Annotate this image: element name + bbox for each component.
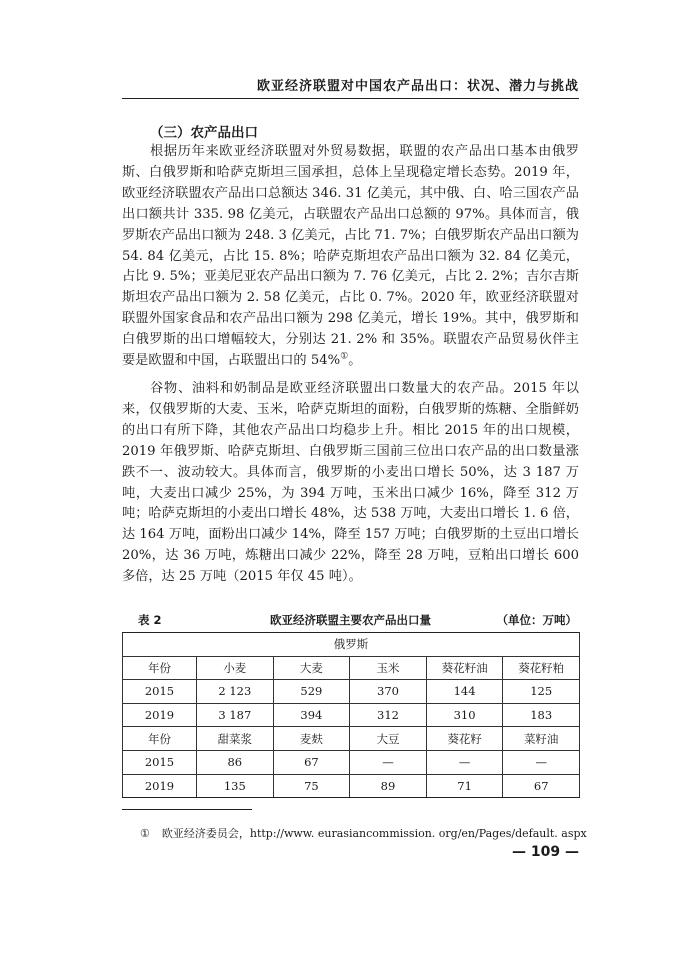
table-cell: 2019 [123,703,197,727]
table-cell: 144 [426,680,503,704]
section-heading: （三）农产品出口 [150,125,258,141]
table-cell: 2 123 [197,680,274,704]
table-header-cell: 大豆 [350,727,427,751]
table-cell: 2015 [123,750,197,774]
paragraph-2: 谷物、油料和奶制品是欧亚经济联盟出口数量大的农产品。2015 年以来，仅俄罗斯的大麦、玉米，哈萨克斯坦的面粉，白俄罗斯的炼糖、全脂鲜奶的出口有所下降，其他农产品出口均稳步上升。相比 2015 年的出口规模，2019 年俄罗斯、哈萨克斯坦、白俄罗斯三国前三位出口农产品的出口数量涨跌不一、波动较大。具体而言，俄罗斯的小麦出口增长 50%，达 3 187 万吨，大麦出口减少 25%，为 394 万吨，玉米出口减少 16%，降至 312 万吨；哈萨克斯坦的小麦出口增长 48%，达 538 万吨，大麦出口增长 1. 6 倍，达 164 万吨，面粉出口减少 14%，降至 157 万吨；白俄罗斯的土豆出口增长 20%，达 36 万吨，炼糖出口减少 22%，降至 28 万吨，豆粕出口增长 600 多倍，达 25 万吨（2015 年仅 45 吨）。 [122,381,579,585]
table-cell: 67 [503,774,580,798]
running-head: 欧亚经济联盟对中国农产品出口：状况、潜力与挑战 [122,76,579,99]
table-cell: — [426,750,503,774]
table-header-cell: 葵花籽 [426,727,503,751]
table-cell: 312 [350,703,427,727]
table-number: 表 2 [138,613,162,627]
table-cell: 183 [503,703,580,727]
table-header-row-1 [123,656,580,680]
table-country-cell: 俄罗斯 [123,633,580,657]
table-cell: 67 [273,750,350,774]
table-header-cell: 葵花籽油 [426,656,503,680]
table-header-cell: 小麦 [197,656,274,680]
table-row [123,703,580,727]
table-row [123,750,580,774]
table-cell: 310 [426,703,503,727]
table-caption [122,612,579,628]
page-number: — 109 — [512,844,579,860]
table-unit: （单位：万吨） [496,613,577,627]
footnote-reference[interactable]: ① [340,351,349,362]
table-cell: 2019 [123,774,197,798]
table-cell: 125 [503,680,580,704]
table-cell: 394 [273,703,350,727]
table-cell: — [350,750,427,774]
footnote-mark: ① [140,827,150,840]
table-cell: 89 [350,774,427,798]
export-volume-table [122,632,580,798]
table-row [123,774,580,798]
paragraph-1-end: 。 [348,353,362,369]
table-header-cell: 菜籽油 [503,727,580,751]
table-header-cell: 麦麸 [273,727,350,751]
table-header-cell: 葵花籽粕 [503,656,580,680]
paragraph-1-text: 根据历年来欧亚经济联盟对外贸易数据，联盟的农产品出口基本由俄罗斯、白俄罗斯和哈萨克斯坦三国承担，总体上呈现稳定增长态势。2019 年，欧亚经济联盟农产品出口总额达 346. 31 亿美元，其中俄、白、哈三国农产品出口额共计 335. 98 亿美元，占联盟农产品出口总额的 97%。具体而言，俄罗斯农产品出口额为 248. 3 亿美元，占比 71. 7%；白俄罗斯农产品出口额为 54. 84 亿美元，占比 15. 8%；哈萨克斯坦农产品出口额为 32. 84 亿美元，占比 9. 5%；亚美尼亚农产品出口额为 7. 76 亿美元，占比 2. 2%；吉尔吉斯斯坦农产品出口额为 2. 58 亿美元，占比 0. 7%。2020 年，欧亚经济联盟对联盟外国家食品和农产品出口额为 298 亿美元，增长 19%。其中，俄罗斯和白俄罗斯的出口增幅较大，分别达 21. 2% 和 35%。联盟农产品贸易伙伴主要是欧盟和中国，占联盟出口的 54% [122,144,579,369]
table-cell: 370 [350,680,427,704]
table-cell: 529 [273,680,350,704]
table-cell: — [503,750,580,774]
table-title: 欧亚经济联盟主要农产品出口量 [270,613,431,627]
table-header-cell: 玉米 [350,656,427,680]
table-header-cell: 年份 [123,727,197,751]
table-cell: 71 [426,774,503,798]
table-row [123,680,580,704]
table-country-row [123,633,580,657]
table-cell: 75 [273,774,350,798]
table-header-cell: 大麦 [273,656,350,680]
footnote-text[interactable]: 欧亚经济委员会，http://www. eurasiancommission. org/en/Pages/default. aspx [161,827,587,840]
table-cell: 86 [197,750,274,774]
table-cell: 3 187 [197,703,274,727]
table-header-cell: 甜菜浆 [197,727,274,751]
table-cell: 135 [197,774,274,798]
table-header-cell: 年份 [123,656,197,680]
paragraph-1 [122,142,579,372]
table-header-row-2 [123,727,580,751]
footnote [140,825,587,841]
footnote-divider [122,809,252,810]
table-cell: 2015 [123,680,197,704]
